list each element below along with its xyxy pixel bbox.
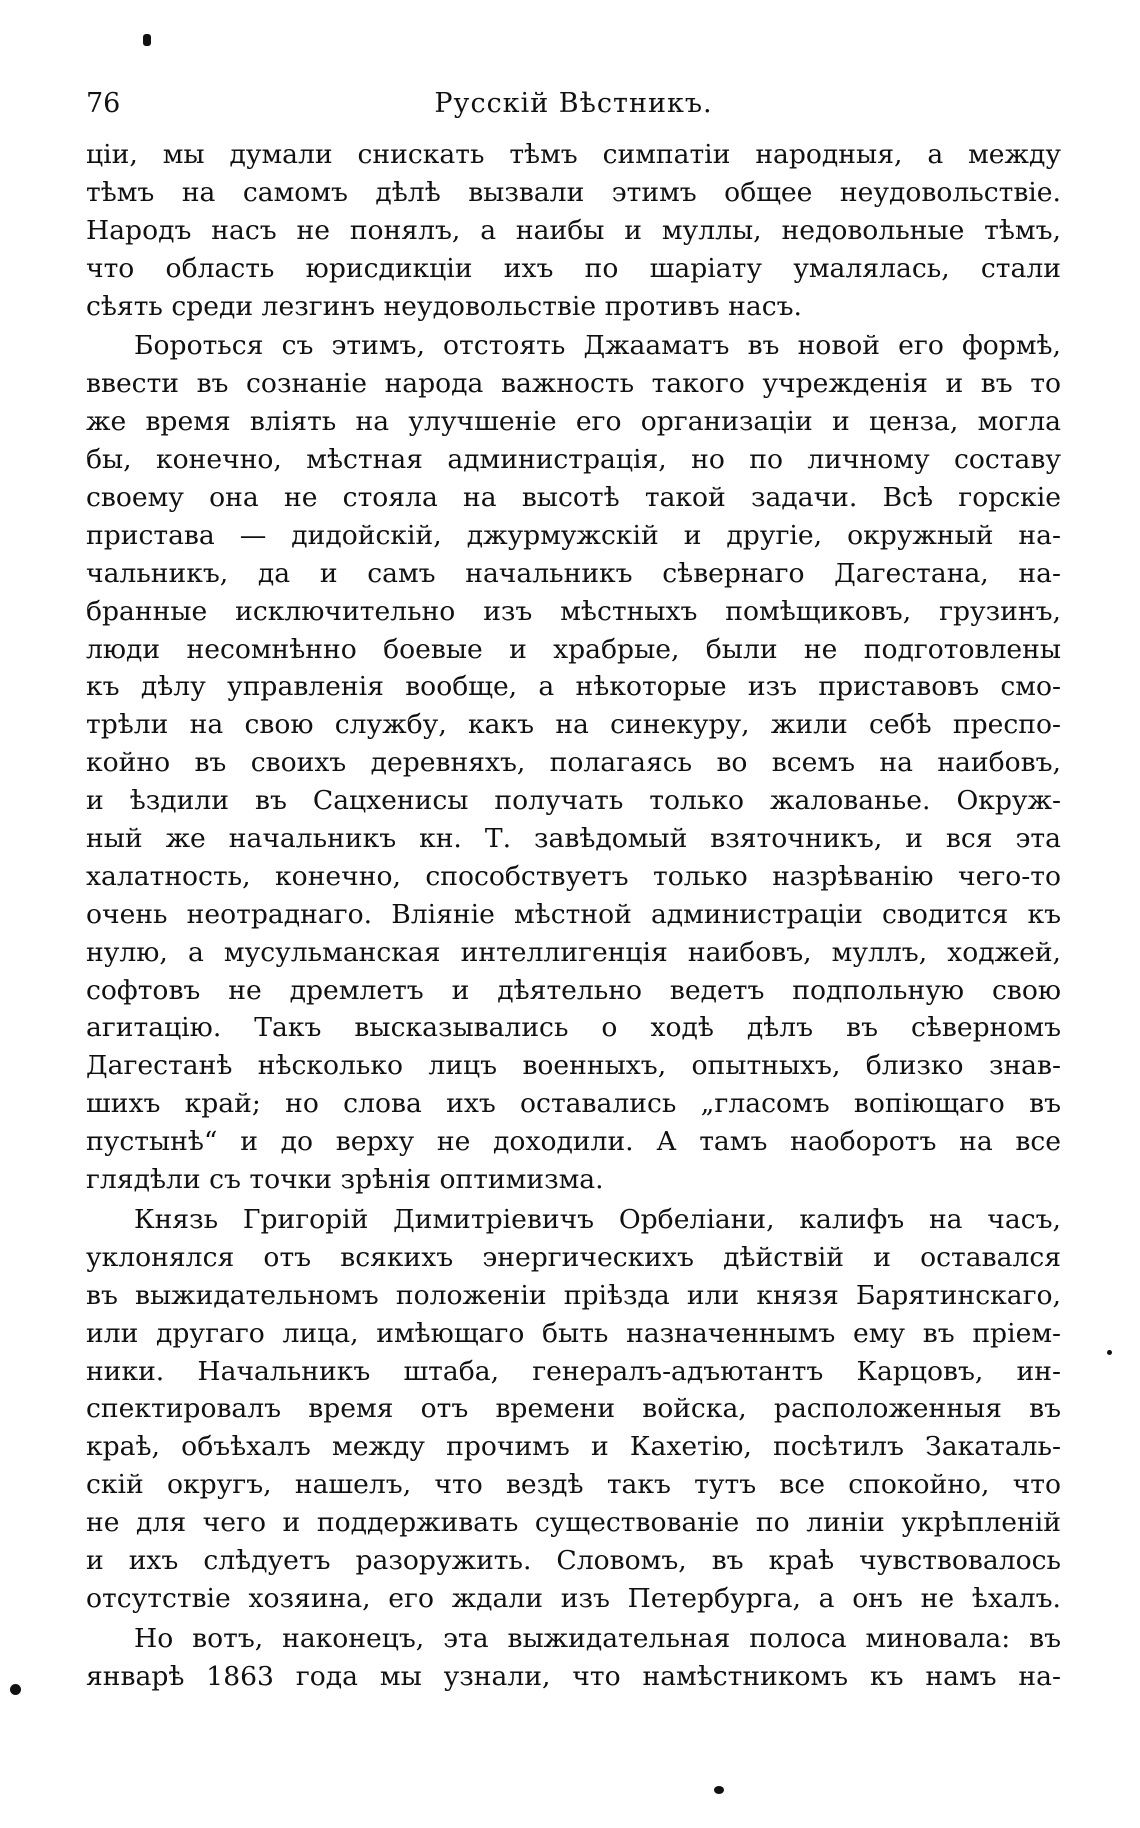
text-line: глядѣли съ точки зрѣнія оптимизма. [86,1164,604,1196]
text-line: сѣять среди лезгинъ неудовольствіе противъ насъ. [86,290,802,322]
text-line: спектировалъ время отъ времени войска, расположенныя въ [86,1393,1061,1425]
paragraph-1 [86,136,1061,325]
text-line: скій округъ, нашелъ, что вездѣ такъ тутъ все спокойно, что [86,1469,1061,1501]
ink-speck [143,34,151,46]
text-line: тѣмъ на самомъ дѣлѣ вызвали этимъ общее неудовольствіе. [86,176,1061,208]
running-title: Русскій Вѣстникъ. [434,88,713,119]
ink-speck [10,1684,21,1695]
text-line: или другаго лица, имѣющаго быть назначеннымъ ему въ пріем- [86,1317,1061,1349]
text-line: Но вотъ, наконецъ, эта выжидательная полоса миновала: въ [134,1622,1061,1654]
text-line: Князь Григорій Димитріевичъ Орбеліани, калифъ на часъ, [134,1203,1061,1235]
page-header [86,84,1061,124]
text-line: нулю, а мусульманская интеллигенція наибовъ, муллъ, ходжей, [86,936,1061,968]
text-line: краѣ, объѣхалъ между прочимъ и Кахетію, посѣтилъ Закаталь- [86,1431,1061,1463]
text-line: софтовъ не дремлетъ и дѣятельно ведетъ подпольную свою [86,974,1061,1006]
text-line: трѣли на свою службу, какъ на синекуру, жили себѣ преспо- [86,709,1061,741]
text-line: чальникъ, да и самъ начальникъ сѣвернаго Дагестана, на- [86,557,1061,589]
text-line: отсутствіе хозяина, его ждали изъ Петербурга, а онъ не ѣхалъ. [86,1582,1061,1614]
text-line: своему она не стояла на высотѣ такой задачи. Всѣ горскіе [86,482,1061,514]
text-line: ціи, мы думали снискать тѣмъ симпатіи народныя, а между [86,139,1061,170]
text-line: люди несомнѣнно боевые и храбрые, были не подготовлены [86,633,1061,665]
text-line: не для чего и поддерживать существованіе по линіи укрѣпленій [86,1507,1061,1539]
text-line: Дагестанѣ нѣсколько лицъ военныхъ, опытныхъ, близко знав- [86,1050,1061,1082]
text-line: ввести въ сознаніе народа важность такого учрежденія и въ то [86,368,1061,400]
text-line: койно въ своихъ деревняхъ, полагаясь во всемъ на наибовъ, [86,747,1061,779]
text-line: ный же начальникъ кн. Т. завѣдомый взяточникъ, и вся эта [86,823,1061,855]
page-number: 76 [86,88,121,119]
ink-speck [714,1786,724,1794]
text-line: ники. Начальникъ штаба, генералъ-адъютантъ Карцовъ, ин- [86,1355,1061,1387]
text-line: Бороться съ этимъ, отстоять Джааматъ въ новой его формѣ, [134,330,1061,362]
text-line: агитацію. Такъ высказывались о ходѣ дѣлъ въ сѣверномъ [86,1012,1061,1044]
paragraph-4 [86,1620,1061,1696]
text-line: пристава — дидойскій, джурмужскій и другіе, окружный на- [86,519,1061,551]
text-line: Народъ насъ не понялъ, а наибы и муллы, недовольные тѣмъ, [86,214,1061,246]
text-line: халатность, конечно, способствуетъ только назрѣванію чего-то [86,860,1061,892]
text-line: что область юрисдикціи ихъ по шаріату умалялась, стали [86,252,1061,284]
text-line: пустынѣ“ и до верху не доходили. А тамъ наоборотъ на все [86,1126,1061,1158]
text-line: бранные исключительно изъ мѣстныхъ помѣщиковъ, грузинъ, [86,595,1061,627]
paragraph-3 [86,1201,1061,1618]
text-line: же время вліять на улучшеніе его организаціи и ценза, могла [86,406,1061,438]
text-line: въ выжидательномъ положеніи пріѣзда или князя Барятинскаго, [86,1279,1061,1311]
text-line: уклонялся отъ всякихъ энергическихъ дѣйствій и оставался [86,1241,1061,1273]
ink-speck [1107,1350,1112,1355]
text-line: и ихъ слѣдуетъ разоружить. Словомъ, въ краѣ чувствовалось [86,1544,1061,1576]
text-line: январѣ 1863 года мы узнали, что намѣстникомъ къ намъ на- [86,1660,1061,1692]
text-line: очень неотраднаго. Вліяніе мѣстной администраціи сводится къ [86,898,1061,930]
body-text [86,136,1061,1696]
text-line: и ѣздили въ Сацхенисы получать только жалованье. Окруж- [86,785,1061,817]
text-line: бы, конечно, мѣстная администрація, но по личному составу [86,444,1061,476]
text-line: шихъ край; но слова ихъ оставались „гласомъ вопіющаго въ [86,1088,1061,1120]
text-line: къ дѣлу управленія вообще, а нѣкоторые изъ приставовъ смо- [86,671,1061,703]
paragraph-2 [86,327,1061,1198]
